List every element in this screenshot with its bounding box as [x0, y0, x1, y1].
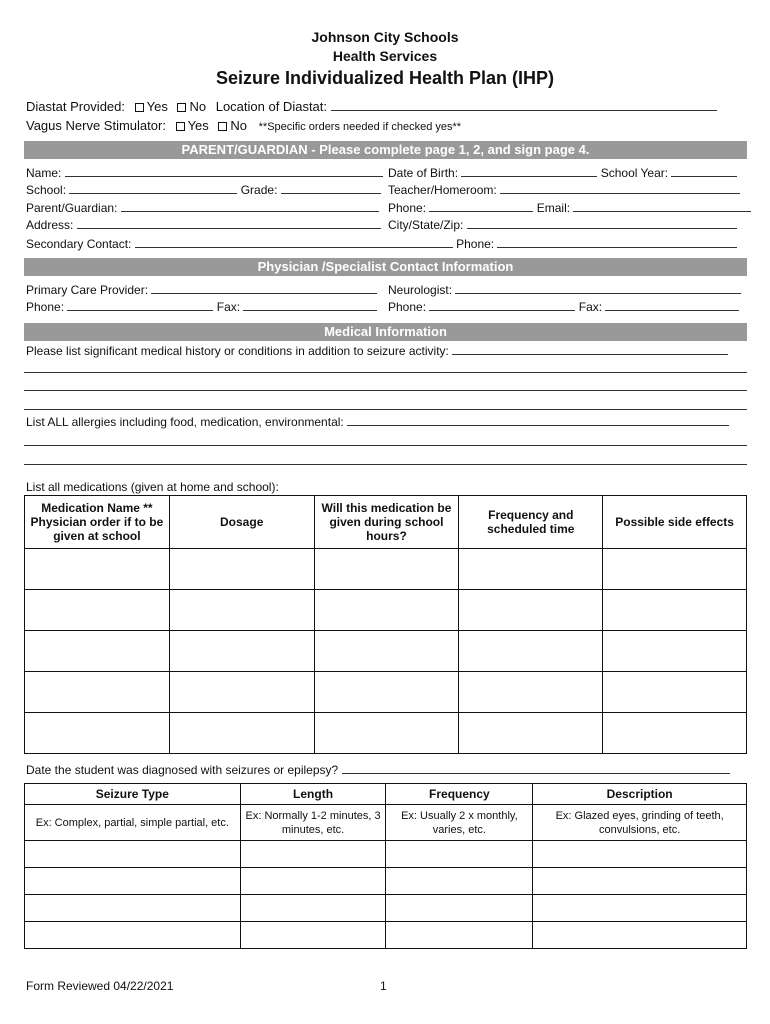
address-field[interactable]: [77, 217, 381, 229]
diagnosed-field[interactable]: [342, 762, 730, 774]
parent-section-header: PARENT/GUARDIAN - Please complete page 1, 2, and sign page 4.: [24, 141, 747, 159]
dosage-cell[interactable]: [169, 631, 314, 672]
description-cell[interactable]: [533, 868, 747, 895]
dosage-header: Dosage: [169, 496, 314, 549]
diastat-location-field[interactable]: [331, 99, 717, 111]
medication-table: [24, 495, 747, 754]
vagus-row: [26, 118, 461, 135]
neuro-phone-field[interactable]: [429, 299, 575, 311]
seizure-header-row: [25, 784, 747, 805]
secondary-contact-label: Secondary Contact:: [26, 237, 132, 251]
side-effects-cell[interactable]: [603, 631, 747, 672]
department-name: Health Services: [332, 48, 438, 64]
med-name-cell[interactable]: [25, 631, 170, 672]
frequency-cell[interactable]: [386, 841, 533, 868]
seizure-type-header: Seizure Type: [25, 784, 241, 805]
med-name-header: Medication Name ** Physician order if to be given at school: [25, 496, 170, 549]
history-label: Please list significant medical history or conditions in addition to seizure activity:: [26, 344, 449, 358]
side-effects-cell[interactable]: [603, 590, 747, 631]
table-row: [25, 590, 747, 631]
email-label: Email:: [536, 201, 571, 215]
seizure-type-cell[interactable]: [25, 868, 241, 895]
side-effects-cell[interactable]: [603, 713, 747, 754]
frequency-cell[interactable]: [459, 590, 603, 631]
teacher-label: Teacher/Homeroom:: [388, 183, 497, 197]
neurologist-field[interactable]: [455, 282, 741, 294]
description-cell[interactable]: [533, 922, 747, 949]
parent-label: Parent/Guardian:: [26, 201, 118, 215]
school-year-label: School Year:: [600, 166, 669, 180]
school-year-field[interactable]: [671, 165, 737, 177]
school-hours-cell[interactable]: [314, 549, 459, 590]
secondary-phone-field[interactable]: [497, 236, 737, 248]
phone-label: Phone:: [388, 201, 427, 215]
teacher-field[interactable]: [500, 182, 740, 194]
history-row: [26, 343, 728, 359]
seizure-example-row: [25, 805, 747, 841]
secondary-phone-label: Phone:: [456, 237, 495, 251]
description-cell[interactable]: [533, 841, 747, 868]
length-cell[interactable]: [240, 841, 386, 868]
history-field[interactable]: [452, 343, 728, 355]
vagus-note: **Specific orders needed if checked yes**: [258, 121, 462, 133]
pcp-phone-field[interactable]: [67, 299, 213, 311]
school-field[interactable]: [69, 182, 237, 194]
dosage-cell[interactable]: [169, 713, 314, 754]
seizure-type-example: Ex: Complex, partial, simple partial, etc.: [25, 805, 241, 841]
pcp-field[interactable]: [151, 282, 377, 294]
dosage-cell[interactable]: [169, 549, 314, 590]
page-number: 1: [380, 979, 387, 993]
history-line-3[interactable]: [24, 409, 747, 410]
side-effects-header: Possible side effects: [603, 496, 747, 549]
form-title: Seizure Individualized Health Plan (IHP): [215, 68, 555, 88]
secondary-contact-field[interactable]: [135, 236, 453, 248]
dob-field[interactable]: [461, 165, 597, 177]
side-effects-cell[interactable]: [603, 672, 747, 713]
description-header: Description: [533, 784, 747, 805]
frequency-cell[interactable]: [459, 672, 603, 713]
dosage-cell[interactable]: [169, 590, 314, 631]
neuro-phone-row: [388, 299, 739, 315]
name-field[interactable]: [65, 165, 383, 177]
table-row: [25, 922, 747, 949]
address-row: [26, 217, 381, 233]
pcp-row: [26, 282, 377, 298]
pcp-phone-row: [26, 299, 377, 315]
medication-header-row: [25, 496, 747, 549]
neuro-fax-field[interactable]: [605, 299, 739, 311]
diastat-location-label: Location of Diastat:: [215, 99, 328, 114]
table-row: [25, 549, 747, 590]
med-name-cell[interactable]: [25, 590, 170, 631]
med-name-cell[interactable]: [25, 672, 170, 713]
seizure-type-cell[interactable]: [25, 841, 241, 868]
school-row: [26, 182, 381, 198]
frequency-time-header: Frequency and scheduled time: [459, 496, 603, 549]
school-hours-cell[interactable]: [314, 713, 459, 754]
email-field[interactable]: [573, 200, 751, 212]
seizure-type-cell[interactable]: [25, 895, 241, 922]
diagnosed-label: Date the student was diagnosed with seizures or epilepsy?: [26, 763, 339, 777]
frequency-example: Ex: Usually 2 x monthly, varies, etc.: [386, 805, 533, 841]
side-effects-cell[interactable]: [603, 549, 747, 590]
description-example: Ex: Glazed eyes, grinding of teeth, convulsions, etc.: [533, 805, 747, 841]
city-field[interactable]: [467, 217, 737, 229]
org-name: Johnson City Schools: [311, 29, 459, 45]
table-row: [25, 868, 747, 895]
frequency-cell[interactable]: [386, 895, 533, 922]
history-line-1[interactable]: [24, 372, 747, 373]
neurologist-label: Neurologist:: [388, 283, 453, 297]
length-cell[interactable]: [240, 868, 386, 895]
parent-field[interactable]: [121, 200, 379, 212]
grade-label: Grade:: [240, 183, 278, 197]
phone-field[interactable]: [429, 200, 533, 212]
description-cell[interactable]: [533, 895, 747, 922]
length-cell[interactable]: [240, 895, 386, 922]
seizure-table: [24, 783, 747, 949]
allergies-label: List ALL allergies including food, medication, environmental:: [26, 415, 344, 429]
grade-field[interactable]: [281, 182, 381, 194]
frequency-cell[interactable]: [459, 713, 603, 754]
diastat-label: Diastat Provided:: [26, 99, 125, 114]
med-name-cell[interactable]: [25, 713, 170, 754]
seizure-type-cell[interactable]: [25, 922, 241, 949]
meds-intro: List all medications (given at home and school):: [26, 480, 279, 494]
pcp-phone-label: Phone:: [26, 300, 65, 314]
medical-section-header: Medical Information: [24, 323, 747, 341]
address-label: Address:: [26, 218, 74, 232]
allergies-line-1[interactable]: [24, 445, 747, 446]
pcp-label: Primary Care Provider:: [26, 283, 149, 297]
history-line-2[interactable]: [24, 390, 747, 391]
city-row: [388, 217, 737, 233]
table-row: [25, 713, 747, 754]
school-hours-cell[interactable]: [314, 590, 459, 631]
frequency-header: Frequency: [386, 784, 533, 805]
pcp-fax-label: Fax:: [216, 300, 241, 314]
vagus-no-label: No: [230, 118, 248, 133]
name-row: [26, 165, 383, 181]
length-header: Length: [240, 784, 386, 805]
form-reviewed-date: Form Reviewed 04/22/2021: [26, 979, 174, 993]
secondary-contact-row: [26, 236, 737, 252]
dob-label: Date of Birth:: [388, 166, 459, 180]
allergies-line-2[interactable]: [24, 464, 747, 465]
physician-section-header: Physician /Specialist Contact Information: [24, 258, 747, 276]
school-hours-header: Will this medication be given during school hours?: [314, 496, 459, 549]
frequency-cell[interactable]: [459, 631, 603, 672]
table-row: [25, 841, 747, 868]
city-label: City/State/Zip:: [388, 218, 464, 232]
length-cell[interactable]: [240, 922, 386, 949]
dosage-cell[interactable]: [169, 672, 314, 713]
frequency-cell[interactable]: [386, 868, 533, 895]
frequency-cell[interactable]: [459, 549, 603, 590]
med-name-cell[interactable]: [25, 549, 170, 590]
diastat-no-label: No: [189, 99, 207, 114]
diastat-yes-checkbox[interactable]: [135, 103, 144, 112]
table-row: [25, 895, 747, 922]
parent-row: [26, 200, 379, 216]
name-label: Name:: [26, 166, 62, 180]
school-label: School:: [26, 183, 67, 197]
frequency-cell[interactable]: [386, 922, 533, 949]
table-row: [25, 672, 747, 713]
dob-row: [388, 165, 737, 181]
vagus-yes-checkbox[interactable]: [176, 122, 185, 131]
neurologist-row: [388, 282, 741, 298]
diastat-no-checkbox[interactable]: [177, 103, 186, 112]
length-example: Ex: Normally 1-2 minutes, 3 minutes, etc.: [240, 805, 386, 841]
neuro-phone-label: Phone:: [388, 300, 427, 314]
vagus-no-checkbox[interactable]: [218, 122, 227, 131]
allergies-field[interactable]: [347, 414, 729, 426]
pcp-fax-field[interactable]: [243, 299, 377, 311]
table-row: [25, 631, 747, 672]
diagnosed-row: [26, 762, 730, 778]
allergies-row: [26, 414, 729, 430]
vagus-label: Vagus Nerve Stimulator:: [26, 118, 166, 133]
vagus-yes-label: Yes: [187, 118, 209, 133]
diastat-yes-label: Yes: [146, 99, 168, 114]
school-hours-cell[interactable]: [314, 672, 459, 713]
diastat-row: [26, 99, 717, 115]
neuro-fax-label: Fax:: [578, 300, 603, 314]
phone-email-row: [388, 200, 751, 216]
school-hours-cell[interactable]: [314, 631, 459, 672]
teacher-row: [388, 182, 740, 198]
